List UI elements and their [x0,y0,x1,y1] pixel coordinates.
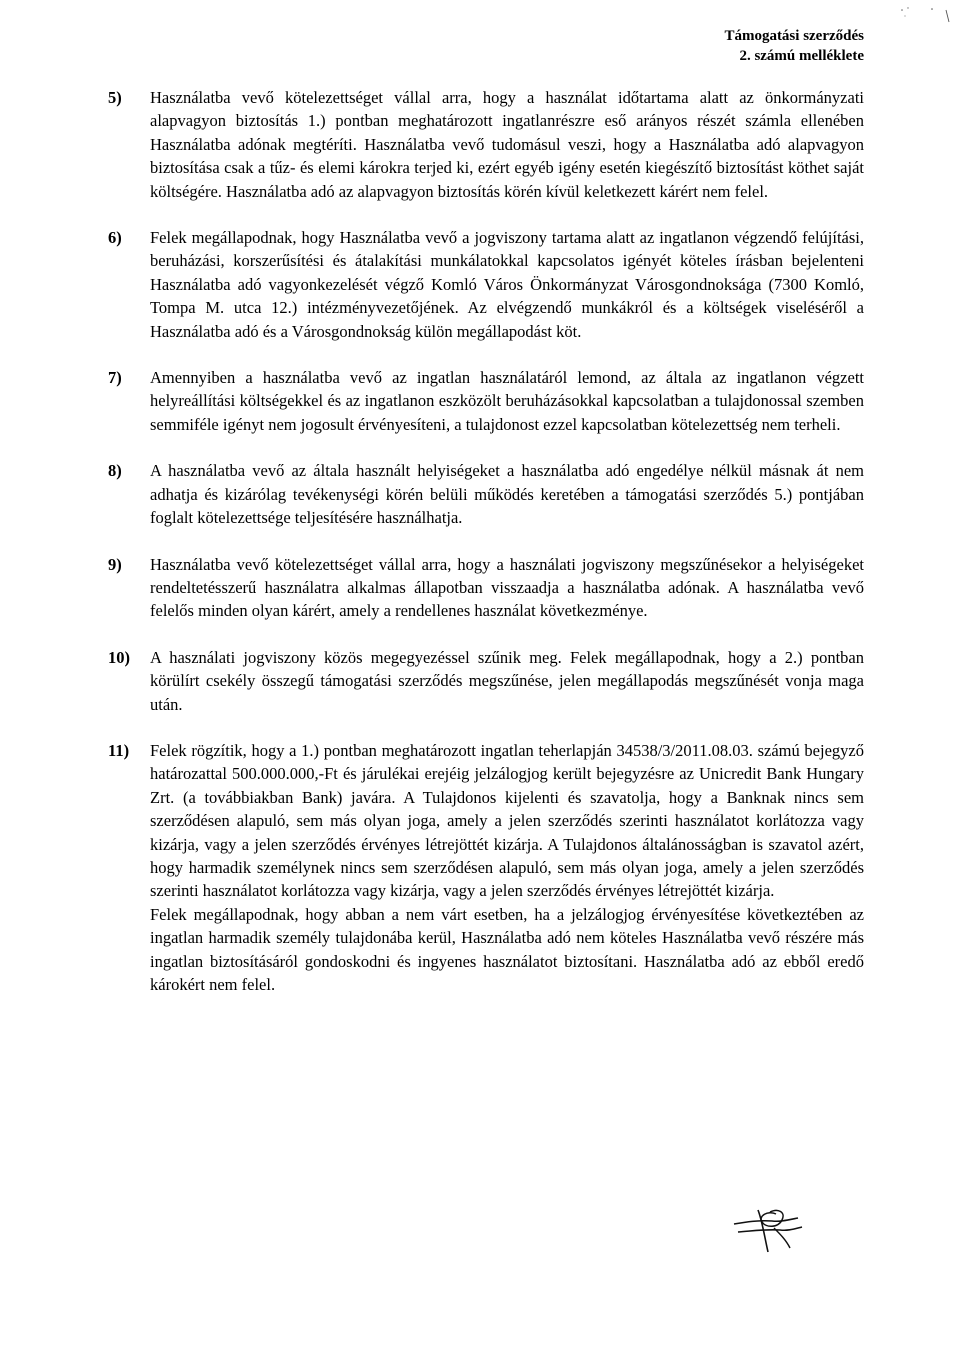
clause-number: 10) [108,647,130,667]
clause-8 [108,459,864,529]
clause-text [150,553,864,623]
clause-text [150,739,864,996]
clause-paragraph: Használatba vevő kötelezettséget vállal arra, hogy a használat időtartama alatt az önkormányzati alapvagyon biztosítás 1.) pontban meghatározott ingatlanrészre eső arányos részét számla ellenében Használatba adónak megtéríti. Használatba vevő tudomásul veszi, hogy a Használatba adó alapvagyon biztosítása csak a tűz- és elemi károkra terjed ki, ezért egyéb igény esetén kiegészítő biztosítást köthet saját költségére. Használatba adó az alapvagyon biztosítás körén kívül keletkezett kárért nem felel. [150,88,864,201]
clause-paragraph: A használatba vevő az általa használt helyiségeket a használatba adó engedélye nélkül másnak át nem adhatja és kizárólag tevékenységi körén belüli működés keretében a támogatási szerződés 5.) pontjában foglalt kötelezettsége teljesítésére használhatja. [150,461,864,528]
clause-text [150,646,864,716]
document-header [724,26,864,66]
clause-number: 8) [108,461,122,481]
clause-paragraph: Amennyiben a használatba vevő az ingatlan használatáról lemond, az általa az ingatlanon végzett helyreállítási költségekkel és az ingatlanon eszközölt beruházásokkal kapcsolatban a tulajdonossal szemben semmiféle igényt nem jogosult érvényesíteni, a tulajdonost ezzel kapcsolatban kötelezettség nem terheli. [150,368,864,434]
clause-list [108,86,864,1019]
clause-paragraph: Felek megállapodnak, hogy abban a nem várt esetben, ha a jelzálogjog érvényesítése következtében az ingatlan harmadik személy tulajdonába kerül, Használatba adó nem köteles Használatba vevő részére más ingatlan biztosításáról gondoskodni és ingyenes használatot biztosítani. Használatba adó az ebből eredő károkért nem felel. [150,904,864,994]
clause-text [150,86,864,203]
clause-text [150,366,864,436]
clause-number: 6) [108,228,122,248]
clause-paragraph: Használatba vevő kötelezettséget vállal arra, hogy a használati jogviszony megszűnésekor a helyiségeket rendeltetésszerű használatra alkalmas állapotban visszaadja a használatba adónak. A használatba vevő felelős minden olyan kárért, amely a rendellenes használat következménye. [150,554,864,621]
clause-11 [108,739,864,996]
clause-text [150,226,864,343]
scan-speck-marks [894,4,954,34]
clause-paragraph: A használati jogviszony közös megegyezéssel szűnik meg. Felek megállapodnak, hogy a 2.) pontban körülírt csekély összegű támogatási szerződés megszűnése, jelen megállapodás megszűnését vonja maga után. [150,647,864,714]
clause-7 [108,366,864,436]
clause-paragraph: Felek rögzítik, hogy a 1.) pontban meghatározott ingatlan teherlapján 34538/3/2011.08.03. számú bejegyző határozattal 500.000.000,-Ft és járulékai erejéig jelzálogjog került bejegyzésre az Unicredit Bank Hungary Zrt. (a továbbiakban Bank) javára. A Tulajdonos kijelenti és szavatolja, hogy a Banknak nincs sem szerződésen alapuló, sem más olyan joga, amely a jelen szerződés szerinti használatot korlátozza vagy kizárja, vagy a jelen szerződés érvényes létrejöttét kizárja. A Tulajdonos általánosságban is szavatol azért, hogy harmadik személynek nincs sem szerződésen alapuló, sem más olyan joga, amely a jelen szerződés szerinti használatot korlátozza vagy kizárja, vagy a jelen szerződés érvényes létrejöttét kizárja. [150,740,864,901]
clause-text [150,459,864,529]
clause-6 [108,226,864,343]
clause-10 [108,646,864,716]
header-title: Támogatási szerződés [724,28,864,44]
clause-number: 11) [108,740,130,760]
clause-paragraph: Felek megállapodnak, hogy Használatba vevő a jogviszony tartama alatt az ingatlanon végzendő felújítási, beruházási, korszerűsítési és átalakítási munkálatokkal kapcsolatos igényét köteles írásban bejelenteni Használatba adó vagyonkezelését végző Komló Város Önkormányzat Városgondnoksága (7300 Komló, Tompa M. utca 12.) intézményvezetőjének. Az elvégzendő munkákról és a költségek viseléséről a Használatba adó és a Városgondnokság külön megállapodást köt. [150,228,864,341]
clause-9 [108,553,864,623]
clause-5 [108,86,864,203]
signature-mark [728,1198,808,1258]
header-subtitle: 2. számú melléklete [739,48,864,64]
clause-number: 7) [108,368,122,388]
clause-number: 9) [108,554,122,574]
clause-number: 5) [108,88,122,107]
